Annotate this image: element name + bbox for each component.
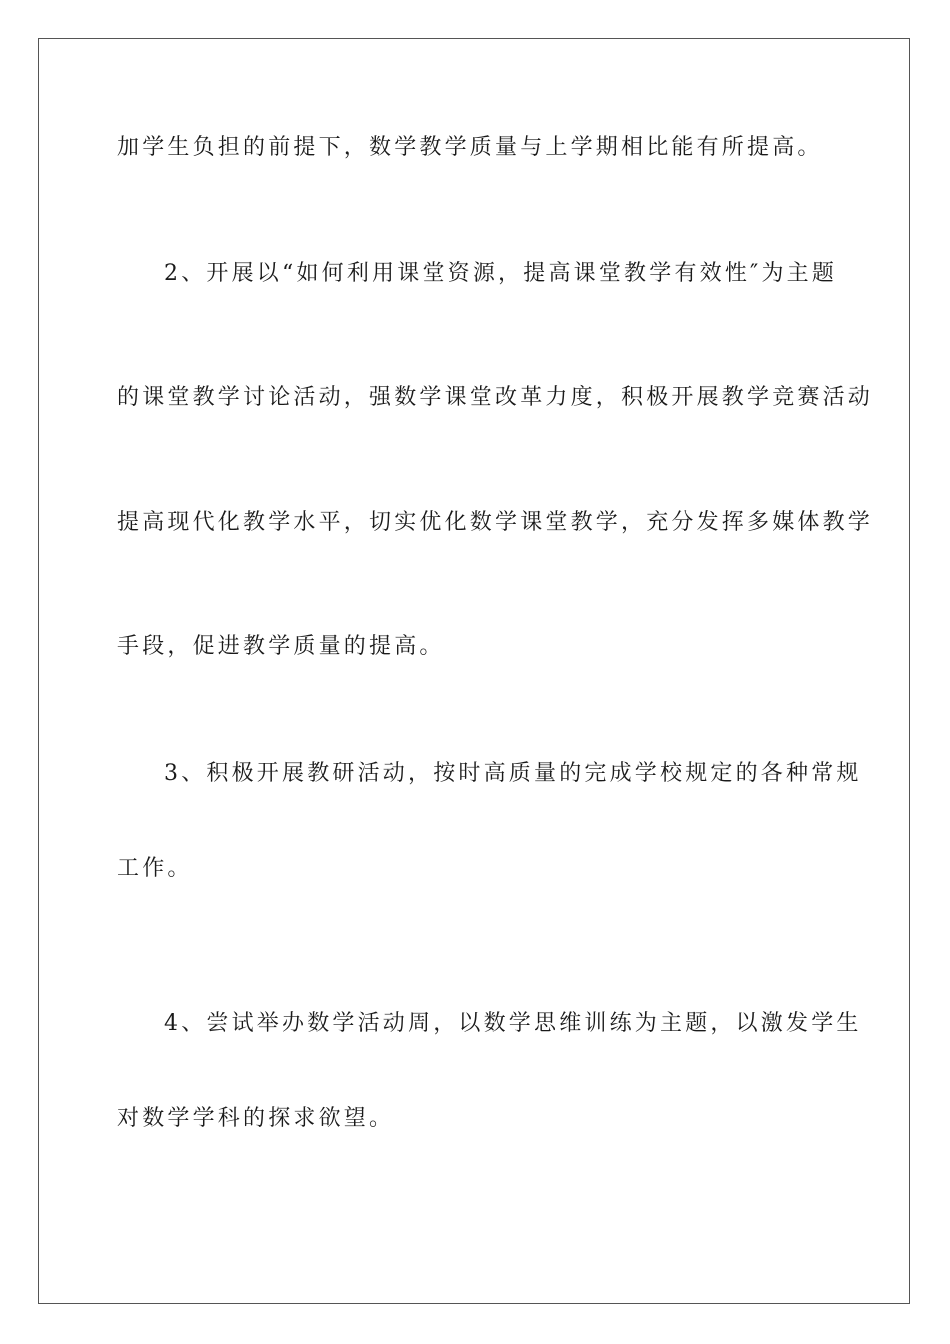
item-2-line-4: 手段，促进教学质量的提高。 [117,634,445,659]
item-2-line-2: 的课堂教学讨论活动，强数学课堂改革力度，积极开展教学竞赛活动 [117,385,874,410]
item-4-line-1: 4、尝试举办数学活动周，以数学思维训练为主题，以激发学生 [164,1011,862,1036]
body-line-1: 加学生负担的前提下，数学教学质量与上学期相比能有所提高。 [117,135,823,160]
item-2-line-3: 提高现代化教学水平，切实优化数学课堂教学，充分发挥多媒体教学 [117,510,874,535]
item-2-line-1: 2、开展以“如何利用课堂资源，提高课堂教学有效性″为主题 [164,261,838,286]
item-4-line-2: 对数学学科的探求欲望。 [117,1106,395,1131]
item-3-line-1: 3、积极开展教研活动，按时高质量的完成学校规定的各种常规 [164,761,862,786]
item-3-line-2: 工作。 [117,856,193,881]
